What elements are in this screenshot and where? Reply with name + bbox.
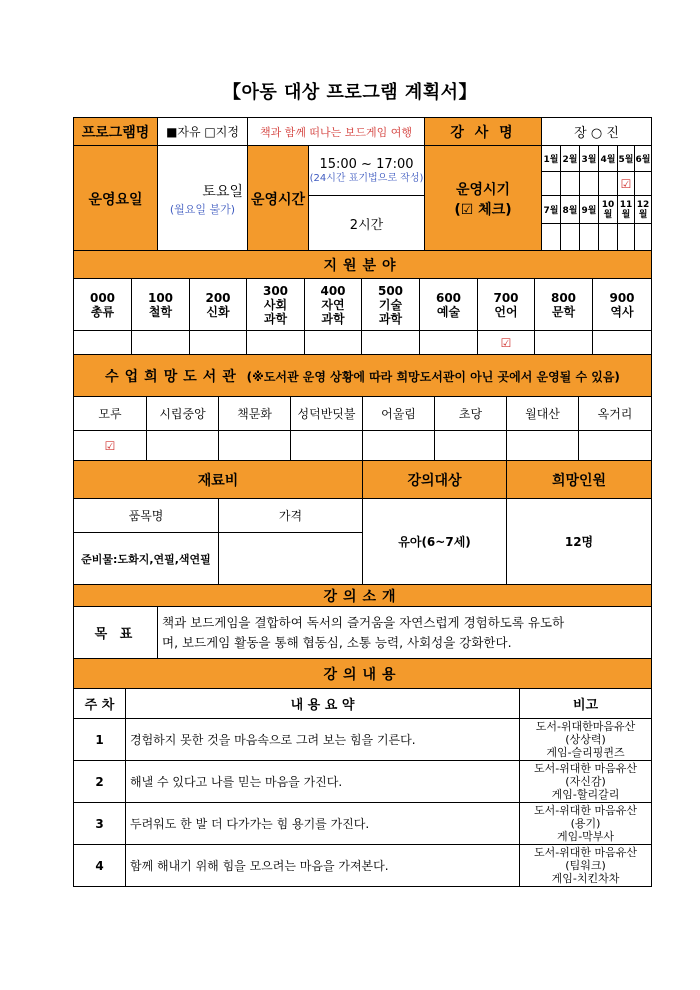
- target-label: 강의대상: [363, 461, 507, 499]
- subject-check-100[interactable]: [132, 331, 190, 355]
- goal-text-cell: [158, 607, 652, 659]
- subject-category-100: [132, 279, 190, 331]
- library-check[interactable]: [147, 431, 219, 461]
- week-column-header: 주 차: [74, 689, 126, 719]
- month-6-check[interactable]: [635, 172, 652, 196]
- subject-check-900[interactable]: [593, 331, 652, 355]
- subject-check-700[interactable]: ☑: [478, 331, 535, 355]
- month-9: 9월: [580, 196, 599, 224]
- subject-check-000[interactable]: [74, 331, 132, 355]
- subject-category-700: [478, 279, 535, 331]
- price-header: 가격: [219, 499, 363, 533]
- capacity-label: 희망인원: [507, 461, 652, 499]
- subject-code: 700: [493, 290, 519, 305]
- instructor-name: 장 ○ 진: [542, 118, 652, 146]
- lesson-note-line: (팀워크): [565, 859, 606, 872]
- lesson-note: [520, 845, 652, 887]
- subject-name: 철학: [148, 304, 173, 319]
- month-11-check[interactable]: [618, 224, 635, 252]
- operation-duration: 2시간: [309, 196, 425, 252]
- month-5-check[interactable]: ☑: [618, 172, 635, 196]
- library-check[interactable]: ☑: [74, 431, 147, 461]
- subject-code: 400: [320, 283, 346, 298]
- month-1-check[interactable]: [542, 172, 561, 196]
- month-12: 12월: [635, 196, 652, 224]
- lesson-note-line: 게임-치킨차차: [551, 872, 620, 885]
- subject-check-500[interactable]: [362, 331, 420, 355]
- operation-time: 15:00 ~ 17:00: [319, 156, 414, 172]
- month-10-check[interactable]: [599, 224, 618, 252]
- operation-day-note: (월요일 불가): [169, 202, 236, 216]
- subject-name: 총류: [90, 304, 115, 319]
- subject-name: 사회: [263, 297, 288, 312]
- lesson-week: 3: [74, 803, 126, 845]
- lesson-summary: 함께 해내기 위해 힘을 모으려는 마음을 가져본다.: [126, 845, 520, 887]
- month-4: 4월: [599, 146, 618, 172]
- month-9-check[interactable]: [580, 224, 599, 252]
- lesson-note: [520, 719, 652, 761]
- lesson-week: 2: [74, 761, 126, 803]
- lesson-summary: 경험하지 못한 것을 마음속으로 그려 보는 힘을 기른다.: [126, 719, 520, 761]
- month-2: 2월: [561, 146, 580, 172]
- month-3: 3월: [580, 146, 599, 172]
- library-name: 모루: [74, 397, 147, 431]
- month-2-check[interactable]: [561, 172, 580, 196]
- library-check[interactable]: [219, 431, 291, 461]
- library-name: 초당: [435, 397, 507, 431]
- subject-name: 예술: [436, 304, 461, 319]
- subject-name: 자연: [321, 297, 345, 312]
- goal-text-line-1: 책과 보드게임을 결합하여 독서의 즐거움을 자연스럽게 경험하도록 유도하: [162, 614, 565, 630]
- subject-code: 000: [89, 290, 116, 305]
- month-11: 11월: [618, 196, 635, 224]
- library-name: 성덕반딧불: [291, 397, 363, 431]
- library-names-row: [74, 397, 652, 431]
- info-table: [73, 117, 652, 252]
- operation-day-cell: [158, 146, 248, 252]
- content-table: [73, 658, 652, 887]
- month-10: 10월: [599, 196, 618, 224]
- lesson-row: [74, 719, 652, 761]
- operation-day: 토요일: [202, 183, 243, 200]
- month-8-check[interactable]: [561, 224, 580, 252]
- lesson-summary: 해낼 수 있다고 나를 믿는 마음을 가진다.: [126, 761, 520, 803]
- operation-time-note: (24시간 표기법으로 작성): [309, 172, 424, 184]
- library-table: [73, 354, 652, 461]
- lesson-note-line: 도서-위대한 마음유산: [533, 762, 638, 775]
- library-check[interactable]: [291, 431, 363, 461]
- subject-name: 과학: [321, 311, 345, 326]
- lesson-note-line: 게임-할리갈리: [551, 788, 620, 801]
- month-7: 7월: [542, 196, 561, 224]
- subject-code: 500: [377, 283, 404, 298]
- subject-check-800[interactable]: [535, 331, 593, 355]
- library-name: 시립중앙: [147, 397, 219, 431]
- subject-name: 신화: [206, 304, 230, 319]
- lesson-row: [74, 761, 652, 803]
- subject-name: 과학: [378, 311, 403, 326]
- subject-check-400[interactable]: [305, 331, 362, 355]
- subject-category-900: [593, 279, 652, 331]
- goal-text-line-2: 며, 보드게임 활동을 통해 협동심, 소통 능력, 사회성을 강화한다.: [162, 634, 512, 650]
- subject-name: 언어: [494, 304, 518, 319]
- subject-code: 100: [147, 290, 174, 305]
- lesson-row: [74, 803, 652, 845]
- subject-checks-row: [74, 331, 652, 355]
- lesson-note-line: 게임-슬리핑퀸즈: [546, 746, 625, 759]
- operation-period-cell: [425, 146, 542, 252]
- instructor-label: 강 사 명: [425, 118, 542, 146]
- subject-header: 지원분야: [74, 251, 652, 279]
- subject-code: 900: [609, 290, 635, 305]
- subject-name: 문학: [551, 304, 576, 319]
- target-value: 유아(6~7세): [363, 499, 507, 585]
- goal-label: 목 표: [74, 607, 158, 659]
- operation-day-label: 운영요일: [74, 146, 158, 252]
- program-name: 책과 함께 떠나는 보드게임 여행: [248, 118, 425, 146]
- subject-category-800: [535, 279, 593, 331]
- page-title: 【아동 대상 프로그램 계획서】: [222, 82, 478, 103]
- lesson-note-line: 도서-위대한마음유산: [535, 720, 636, 733]
- subject-check-200[interactable]: [190, 331, 247, 355]
- lesson-note-line: (자신감): [565, 775, 606, 788]
- operation-period-note: (☑ 체크): [454, 201, 512, 218]
- summary-column-header: 내 용 요 약: [126, 689, 520, 719]
- library-header: 수업희망도서관: [105, 368, 242, 385]
- price-value: [219, 533, 363, 585]
- intro-header: 강의소개: [74, 585, 652, 607]
- subject-category-200: [190, 279, 247, 331]
- library-check[interactable]: [579, 431, 652, 461]
- month-12-check[interactable]: [635, 224, 652, 252]
- month-3-check[interactable]: [580, 172, 599, 196]
- operation-period-label: 운영시기: [455, 181, 511, 198]
- month-7-check[interactable]: [542, 224, 561, 252]
- material-cost-label: 재료비: [74, 461, 363, 499]
- lesson-week: 4: [74, 845, 126, 887]
- subject-code: 600: [435, 290, 462, 305]
- subject-category-000: [74, 279, 132, 331]
- subject-category-600: [420, 279, 478, 331]
- subject-code: 800: [550, 290, 577, 305]
- subject-code: 300: [262, 283, 289, 298]
- subject-code: 200: [205, 290, 231, 305]
- library-name: 월대산: [507, 397, 579, 431]
- library-name: 어울림: [363, 397, 435, 431]
- program-mode: ■자유 □지정: [158, 118, 248, 146]
- capacity-value: 12명: [507, 499, 652, 585]
- month-8: 8월: [561, 196, 580, 224]
- library-check[interactable]: [507, 431, 579, 461]
- program-name-label: 프로그램명: [74, 118, 158, 146]
- note-column-header: 비고: [520, 689, 652, 719]
- item-header: 품목명: [74, 499, 219, 533]
- month-1: 1월: [542, 146, 561, 172]
- materials-table: [73, 460, 652, 585]
- subject-category-500: [362, 279, 420, 331]
- subject-categories-row: [74, 279, 652, 331]
- month-4-check[interactable]: [599, 172, 618, 196]
- subject-name: 역사: [610, 304, 634, 319]
- lesson-note-line: 도서-위대한 마음유산: [533, 846, 638, 859]
- subject-name: 과학: [263, 311, 288, 326]
- lesson-note-line: (상상력): [565, 733, 606, 746]
- subject-check-600[interactable]: [420, 331, 478, 355]
- lesson-row: [74, 845, 652, 887]
- library-name: 책문화: [219, 397, 291, 431]
- lesson-note-line: 도서-위대한 마음유산: [533, 804, 638, 817]
- subject-category-300: [247, 279, 305, 331]
- content-header: 강의내용: [74, 659, 652, 689]
- operation-time-label: 운영시간: [248, 146, 309, 252]
- intro-table: [73, 584, 652, 659]
- lesson-week: 1: [74, 719, 126, 761]
- lesson-note: [520, 761, 652, 803]
- month-5: 5월: [618, 146, 635, 172]
- library-checks-row: [74, 431, 652, 461]
- lesson-note-line: 게임-막부사: [556, 830, 615, 843]
- subject-table: [73, 250, 652, 355]
- month-6: 6월: [635, 146, 652, 172]
- library-header-cell: [74, 355, 652, 397]
- lesson-note-line: (용기): [570, 817, 601, 830]
- lesson-summary: 두려워도 한 발 더 다가가는 힘 용기를 가진다.: [126, 803, 520, 845]
- library-check[interactable]: [363, 431, 435, 461]
- subject-category-400: [305, 279, 362, 331]
- item-value: 준비물:도화지,연필,색연필: [74, 533, 219, 585]
- subject-name: 기술: [378, 297, 403, 312]
- library-name: 옥거리: [579, 397, 652, 431]
- operation-time-cell: [309, 146, 425, 196]
- library-header-note: (※도서관 운영 상황에 따라 희망도서관이 아닌 곳에서 운영될 수 있음): [246, 369, 620, 384]
- subject-check-300[interactable]: [247, 331, 305, 355]
- lesson-note: [520, 803, 652, 845]
- library-check[interactable]: [435, 431, 507, 461]
